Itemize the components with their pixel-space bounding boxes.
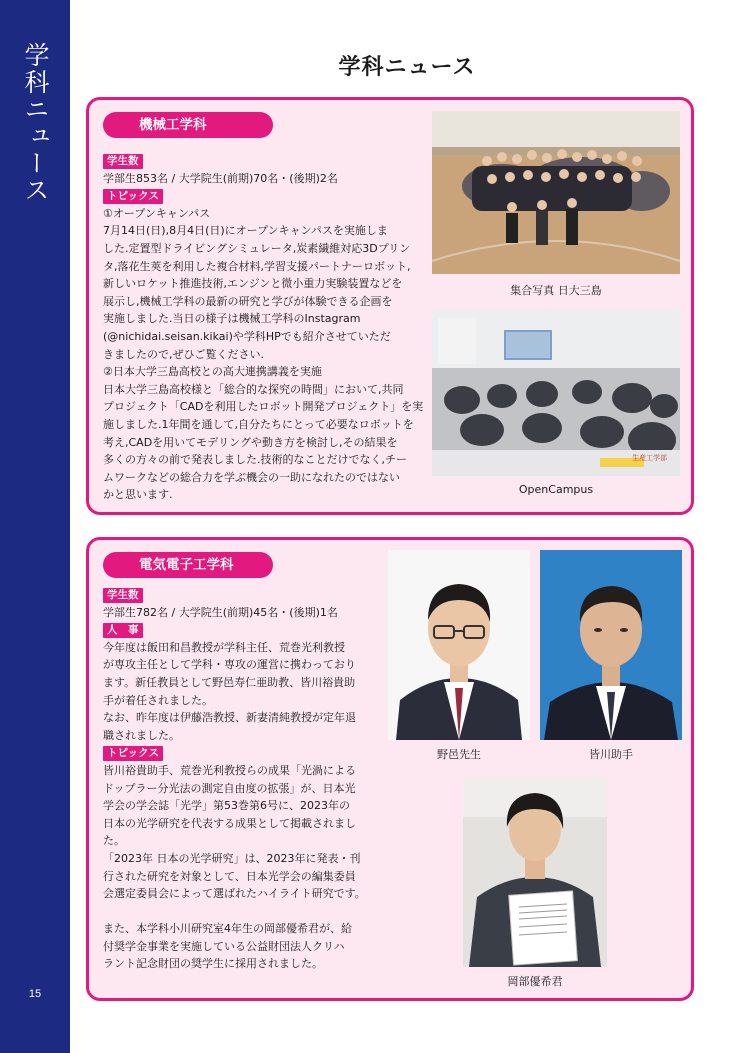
mechanical-topic-line: タ,落花生莢を利用した複合材料,学習支援パートナーロボット, [103,259,411,273]
students-count: 学部生853名 / 大学院生(前期)70名・(後期)2名 [103,171,338,185]
mechanical-topic-line: 実施しました.当日の様子は機械工学科のInstagram [103,312,361,326]
mechanical-topic-line: 新しいロケット推進技術,エンジンと微小重力実験装置などを [103,277,403,291]
students-count: 学部生782名 / 大学院生(前期)45名・(後期)1名 [103,605,338,619]
mechanical-topic-line: ②日本大学三島高校との高大連携講義を実施 [103,365,322,379]
sidebar [0,0,70,1053]
electrical-news-text [103,586,393,973]
dept-tab-electrical: 電気電子工学科 [103,552,273,578]
mechanical-topic-line: かと思います. [103,488,173,502]
personnel-line: 職されました。 [103,728,180,742]
mechanical-topic-line: 施しました.1年間を通して,自分たちにとって必要なロボットを [103,417,414,431]
caption-okabe: 岡部優希君 [507,975,563,988]
electrical-topic-line: 「2023年 日本の光学研究」は、2023年に発表・刊 [103,851,361,865]
page-number: 15 [28,988,42,1000]
group-photo [432,111,680,274]
mechanical-topic-line: 考え,CADを用いてモデリングや動き方を検討し,その結果を [103,435,398,449]
mechanical-engineering-panel [86,97,694,515]
personnel-tag: 人 事 [103,623,143,638]
electrical-topic-line: 皆川裕貴助手、荒巻光利教授らの成果「光渦による [103,763,356,777]
portrait-minagawa [540,550,682,740]
mechanical-topic-line: 多くの方々の前で発表しました.技術的なことだけでなく,チー [103,453,407,467]
opencampus-watermark: 生産工学部 [632,454,667,462]
photo-okabe [463,777,607,967]
students-tag: 学生数 [103,588,143,603]
personnel-line: 今年度は飯田和昌教授が学科主任、荒巻光利教授 [103,640,345,654]
electrical-topic-line: ドップラー分光法の測定自由度の拡張」が、日本光 [103,781,356,795]
personnel-body [103,639,393,745]
personnel-line: ます。新任教員として野邑寿仁亜助教、皆川裕貴助 [103,675,356,689]
electrical-topic-line: 日本の光学研究を代表する成果として掲載されまし [103,816,356,830]
photo-caption-group: 集合写真 日大三島 [510,284,602,297]
mechanical-topic-line: きましたので,ぜひご覧ください. [103,347,264,361]
caption-minagawa: 皆川助手 [589,748,633,761]
topics-tag: トピックス [103,189,163,204]
topics-tag: トピックス [103,746,163,761]
mechanical-topic-line: 7月14日(日),8月4日(日)にオープンキャンパスを実施しま [103,224,388,238]
photo-caption-opencampus: OpenCampus [518,483,594,496]
electrical-topic-line: 行された研究を対象として、日本光学会の編集委員 [103,869,356,883]
sidebar-title: 学科ニュース [21,42,50,204]
electrical-engineering-panel [86,537,694,1001]
electrical-topic-line: また、本学科小川研究室4年生の岡部優希君が、給 [103,922,352,936]
electrical-topic-line: 会選定委員会によって選ばれたハイライト研究です。 [103,887,366,901]
electrical-topic-line: た。 [103,834,125,848]
electrical-topic-line [103,903,393,921]
mechanical-topic-line: した.定置型ドライビングシミュレータ,炭素繊維対応3Dプリン [103,241,411,255]
mechanical-topic-line: 展示し,機械工学科の最新の研究と学びが体験できる企画を [103,294,393,308]
mechanical-topic-line: 日本大学三島高校様と「総合的な探究の時間」において,共同 [103,382,404,396]
personnel-line: が専攻主任として学科・専攻の運営に携わっており [103,658,356,672]
portrait-nomura [388,550,530,740]
topics-body [103,205,428,504]
mechanical-topic-line: (@nichidai.seisan.kikai)や学科HPでも紹介させていただ [103,329,391,343]
personnel-line: 手が着任されました。 [103,693,213,707]
personnel-line: なお、昨年度は伊藤浩教授、新妻清純教授が定年退 [103,711,356,725]
mechanical-topic-line: ①オープンキャンパス [103,206,211,220]
dept-tab-mechanical: 機械工学科 [103,112,273,138]
mechanical-topic-line: プロジェクト「CADを利用したロボット開発プロジェクト」を実 [103,400,424,414]
students-tag: 学生数 [103,154,143,169]
mechanical-news-text [103,152,428,504]
topics-body [103,762,393,973]
opencampus-photo [432,310,680,476]
electrical-topic-line: 付奨学金事業を実施している公益財団法人クリハ [103,939,345,953]
electrical-topic-line: ラント記念財団の奨学生に採用されました。 [103,957,323,971]
mechanical-topic-line: ムワークなどの総合力を学ぶ機会の一助になれたのではない [103,470,400,484]
caption-nomura: 野邑先生 [437,748,481,761]
electrical-topic-line: 学会の学会誌「光学」第53巻第6号に、2023年の [103,799,350,813]
page-title: 学科ニュース [338,55,476,80]
